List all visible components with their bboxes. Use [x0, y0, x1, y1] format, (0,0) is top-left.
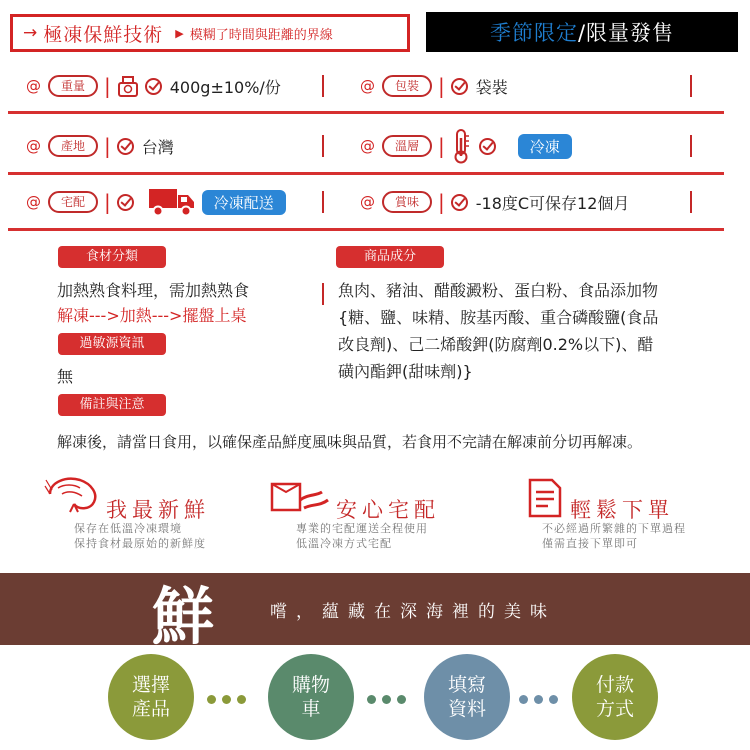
note-text: 解凍後，請當日食用，以確保產品鮮度風味與品質，若食用不完請在解凍前分切再解凍。	[57, 433, 643, 451]
check-icon	[451, 194, 468, 211]
separator: |	[438, 134, 445, 158]
feature-subtitle	[74, 521, 284, 551]
at-icon: @	[26, 137, 41, 155]
shelf-life-label: 賞味	[382, 191, 432, 213]
ingredients-text	[338, 277, 708, 385]
note-tag: 備註與注意	[58, 394, 166, 416]
package-label: 包裝	[382, 75, 432, 97]
delivery-box-icon	[270, 478, 332, 518]
feature-subtitle-line: 保持食材最原始的新鮮度	[74, 537, 206, 550]
feature-subtitle-line: 僅需直接下單即可	[542, 537, 638, 550]
at-icon: @	[360, 77, 375, 95]
slogan-text: 嚐，蘊藏在深海裡的美味	[270, 602, 556, 622]
delivery-label: 宅配	[48, 191, 98, 213]
feature-subtitle	[542, 521, 742, 551]
origin-label: 產地	[48, 135, 98, 157]
weight-value: 400g±10%/份	[169, 77, 281, 97]
slogan-band	[0, 573, 750, 653]
feature-title: 輕鬆下單	[570, 498, 674, 522]
season-limited-text: 季節限定	[489, 21, 578, 45]
step-label-line: 車	[301, 698, 321, 720]
ingredients-tag: 商品成分	[336, 246, 444, 268]
ingredients-line: 磺內酯鉀(甜味劑)}	[338, 362, 473, 381]
banner-subtitle: 模糊了時間與距離的界線	[189, 27, 333, 43]
feature-title: 安心宅配	[336, 498, 440, 522]
limited-edition-banner	[426, 12, 738, 52]
step-payment[interactable]	[572, 654, 658, 740]
triangle-icon: ▶	[175, 26, 184, 40]
feature-subtitle-line: 保存在低溫冷凍環境	[74, 522, 182, 535]
shrimp-icon	[44, 474, 102, 514]
check-icon	[117, 138, 134, 155]
temperature-label: 溫層	[382, 135, 432, 157]
divider	[690, 75, 692, 97]
divider	[690, 191, 692, 213]
check-icon	[451, 78, 468, 95]
step-label-line: 付款	[595, 674, 634, 696]
divider	[322, 191, 324, 213]
check-icon	[117, 194, 134, 211]
feature-subtitle	[296, 521, 516, 551]
delivery-value: 冷凍配送	[202, 190, 286, 215]
separator: |	[104, 190, 111, 214]
divider	[322, 135, 324, 157]
separator: |	[438, 74, 445, 98]
feature-title: 我最新鮮	[106, 498, 210, 522]
row-divider	[8, 111, 724, 114]
row-divider	[8, 228, 724, 231]
feature-subtitle-line: 低溫冷凍方式宅配	[296, 537, 392, 550]
shelf-life-value: -18度C可保存12個月	[475, 193, 630, 213]
shelf-life-row	[360, 186, 629, 218]
step-label-line: 資料	[447, 698, 486, 720]
step-label-line: 方式	[595, 698, 634, 720]
at-icon: @	[360, 137, 375, 155]
separator: |	[104, 74, 111, 98]
origin-row	[26, 130, 174, 162]
check-icon	[145, 78, 162, 95]
step-label-line: 購物	[291, 674, 330, 696]
step-label-line: 填寫	[447, 674, 486, 696]
category-text: 加熱熟食料理，需加熱熟食	[57, 281, 250, 300]
arrow-icon: →	[23, 23, 38, 43]
weight-row	[26, 70, 281, 102]
step-dots	[204, 689, 249, 708]
at-icon: @	[26, 193, 41, 211]
step-label	[448, 673, 486, 721]
package-row	[360, 70, 508, 102]
step-label-line: 產品	[131, 698, 170, 720]
divider	[322, 283, 324, 305]
origin-value: 台灣	[141, 137, 174, 157]
step-cart[interactable]	[268, 654, 354, 740]
at-icon: @	[360, 193, 375, 211]
step-label	[132, 673, 170, 721]
category-steps: 解凍--->加熱--->擺盤上桌	[57, 306, 247, 325]
step-fill-info[interactable]	[424, 654, 510, 740]
allergen-tag: 過敏源資訊	[58, 333, 166, 355]
step-label	[596, 673, 634, 721]
category-tag: 食材分類	[58, 246, 166, 268]
document-icon	[528, 478, 562, 518]
fresh-character: 鮮	[152, 580, 215, 653]
divider	[690, 135, 692, 157]
scale-icon	[117, 75, 139, 97]
temperature-value: 冷凍	[518, 134, 572, 159]
banner-title: 極凍保鮮技術	[43, 23, 164, 46]
limited-sale-text: /限量發售	[577, 21, 675, 45]
step-select-product[interactable]	[108, 654, 194, 740]
check-icon	[479, 138, 496, 155]
thermometer-icon	[451, 128, 471, 164]
step-label-line: 選擇	[131, 674, 170, 696]
separator: |	[104, 134, 111, 158]
feature-subtitle-line: 專業的宅配運送全程使用	[296, 522, 428, 535]
divider	[322, 75, 324, 97]
step-dots	[516, 689, 561, 708]
package-value: 袋裝	[475, 77, 508, 97]
technology-banner	[10, 14, 410, 52]
truck-icon	[148, 186, 196, 218]
allergen-text: 無	[57, 367, 74, 386]
delivery-row	[26, 186, 286, 218]
ingredients-line: 改良劑)、己二烯酸鉀(防腐劑0.2%以下)、醋	[338, 335, 654, 354]
ingredients-line: {糖、鹽、味精、胺基丙酸、重合磷酸鹽(食品	[338, 308, 659, 327]
feature-subtitle-line: 不必經過所繁雜的下單過程	[542, 522, 686, 535]
temperature-row	[360, 130, 572, 162]
weight-label: 重量	[48, 75, 98, 97]
step-dots	[364, 689, 409, 708]
at-icon: @	[26, 77, 41, 95]
row-divider	[8, 172, 724, 175]
ingredients-line: 魚肉、豬油、醋酸澱粉、蛋白粉、食品添加物	[338, 281, 659, 300]
separator: |	[438, 190, 445, 214]
step-label	[292, 673, 330, 721]
